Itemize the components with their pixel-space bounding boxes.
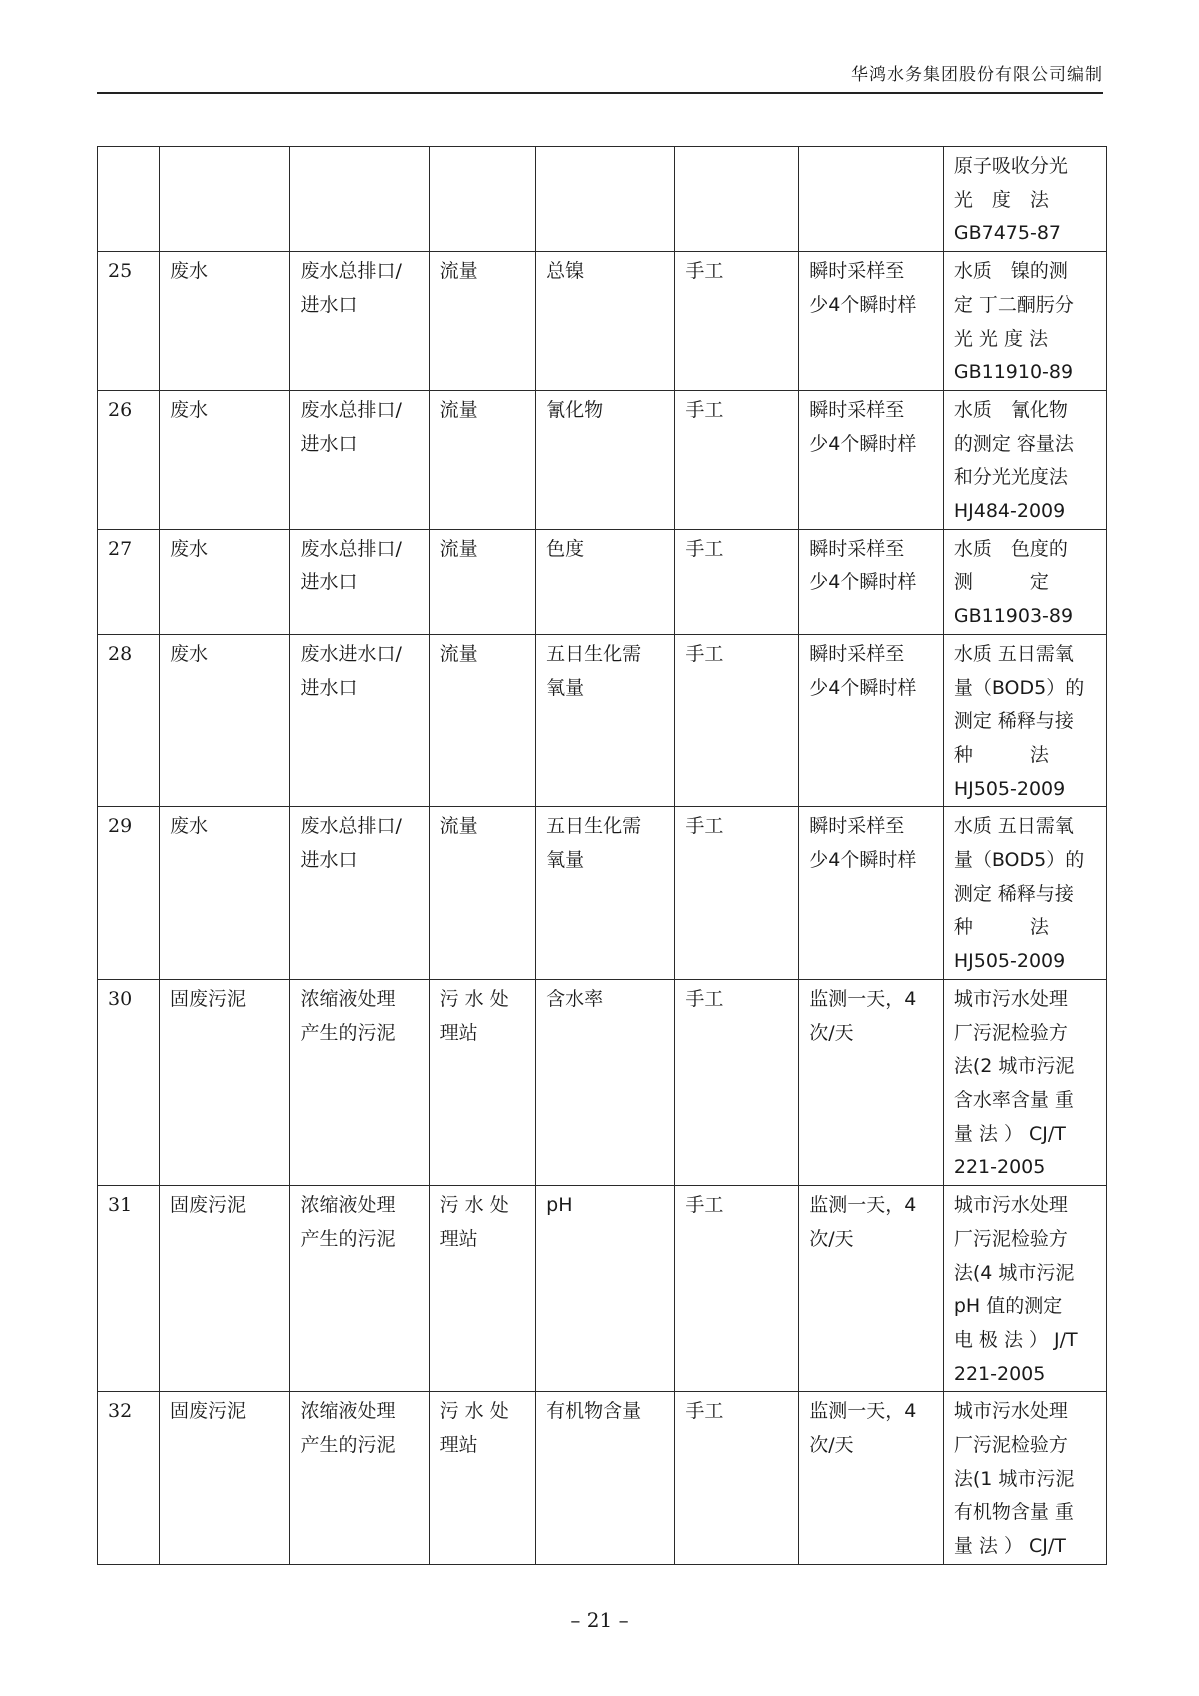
cell-sampling-method xyxy=(799,1392,944,1565)
cell-text-line: 厂污泥检验方 xyxy=(953,1227,1068,1250)
cell-analysis-method xyxy=(943,147,1106,252)
cell-text-line: 污 水 处 xyxy=(439,1194,509,1217)
cell-analysis-method xyxy=(943,390,1106,529)
cell-text-line: 进水口 xyxy=(300,676,358,699)
cell-text-line: 少4个瞬时样 xyxy=(809,849,917,872)
cell-pollutant-type xyxy=(159,252,289,391)
cell-text-line: 有机物含量 重 xyxy=(953,1501,1074,1524)
cell-text-line: 少4个瞬时样 xyxy=(809,293,917,316)
cell-text-line: 水质 色度的 xyxy=(953,537,1068,560)
cell-text-line: 量 法 ） CJ/T xyxy=(953,1535,1066,1558)
cell-pollutant-type xyxy=(159,1392,289,1565)
cell-pollutant-type xyxy=(159,634,289,807)
cell-pollutant-type xyxy=(159,147,289,252)
cell-monitoring-mode xyxy=(675,529,799,634)
cell-text-line: 产生的污泥 xyxy=(300,1227,396,1250)
cell-text-line: 理站 xyxy=(439,1227,478,1250)
cell-text-line: 废水总排口/ xyxy=(300,398,402,421)
cell-text-line: 氧量 xyxy=(546,849,585,872)
cell-text-line: 量 法 ） CJ/T xyxy=(953,1122,1066,1145)
cell-text-line: 25 xyxy=(108,260,133,283)
cell-text-line: GB11903-89 xyxy=(953,605,1074,628)
cell-text-line: 污 水 处 xyxy=(439,1400,509,1423)
cell-text-line: 流量 xyxy=(439,398,478,421)
cell-text-line: 理站 xyxy=(439,1021,478,1044)
cell-analysis-method xyxy=(943,634,1106,807)
cell-text-line: 少4个瞬时样 xyxy=(809,432,917,455)
cell-sampling-method xyxy=(799,807,944,980)
cell-sampling-method xyxy=(799,252,944,391)
cell-analysis-method xyxy=(943,979,1106,1185)
cell-text-line: 总镍 xyxy=(546,260,585,283)
table-row xyxy=(98,1392,1107,1565)
table-row xyxy=(98,252,1107,391)
header-org-name: 华鸿水务集团股份有限公司编制 xyxy=(851,65,1103,85)
cell-text-line: 种 法 xyxy=(953,743,1049,766)
cell-text-line: 30 xyxy=(108,987,133,1010)
cell-text-line: 法(1 城市污泥 xyxy=(953,1467,1075,1490)
cell-text-line: HJ505-2009 xyxy=(953,777,1066,800)
cell-monitoring-mode xyxy=(675,634,799,807)
cell-text-line: 水质 镍的测 xyxy=(953,260,1068,283)
cell-text-line: 测定 稀释与接 xyxy=(953,710,1074,733)
cell-text-line: 221-2005 xyxy=(953,1156,1046,1179)
cell-text-line: 含水率含量 重 xyxy=(953,1088,1074,1111)
cell-text-line: 手工 xyxy=(685,987,724,1010)
cell-monitoring-item xyxy=(536,529,675,634)
cell-text-line: 手工 xyxy=(685,815,724,838)
cell-text-line: 固废污泥 xyxy=(169,987,246,1010)
cell-flow xyxy=(429,807,536,980)
cell-text-line: 有机物含量 xyxy=(546,1400,642,1423)
cell-text-line: 固废污泥 xyxy=(169,1400,246,1423)
cell-text-line: HJ505-2009 xyxy=(953,950,1066,973)
cell-sampling-method xyxy=(799,390,944,529)
cell-flow xyxy=(429,529,536,634)
cell-flow xyxy=(429,979,536,1185)
cell-text-line: 种 法 xyxy=(953,916,1049,939)
cell-text-line: 量（BOD5）的 xyxy=(953,849,1085,872)
cell-monitoring-item xyxy=(536,252,675,391)
cell-flow xyxy=(429,1392,536,1565)
cell-text-line: 进水口 xyxy=(300,571,358,594)
cell-text-line: 瞬时采样至 xyxy=(809,815,905,838)
cell-text-line: 流量 xyxy=(439,537,478,560)
cell-text-line: 含水率 xyxy=(546,987,604,1010)
cell-text-line: 的测定 容量法 xyxy=(953,432,1074,455)
cell-row-number xyxy=(98,1186,160,1392)
cell-text-line: 法(2 城市污泥 xyxy=(953,1055,1075,1078)
cell-text-line: 手工 xyxy=(685,537,724,560)
cell-monitoring-mode xyxy=(675,807,799,980)
table-row xyxy=(98,634,1107,807)
cell-text-line: 测 定 xyxy=(953,571,1049,594)
cell-text-line: 27 xyxy=(108,537,133,560)
cell-text-line: 监测一天，4 xyxy=(809,1400,917,1423)
cell-text-line: 原子吸收分光 xyxy=(953,155,1068,177)
cell-monitoring-mode xyxy=(675,390,799,529)
cell-flow xyxy=(429,252,536,391)
cell-row-number xyxy=(98,634,160,807)
cell-monitoring-mode xyxy=(675,979,799,1185)
cell-text-line: 进水口 xyxy=(300,849,358,872)
cell-pollutant-type xyxy=(159,1186,289,1392)
cell-monitoring-mode xyxy=(675,147,799,252)
cell-text-line: 固废污泥 xyxy=(169,1194,246,1217)
cell-text-line: 五日生化需 xyxy=(546,815,642,838)
cell-text-line: 水质 氰化物 xyxy=(953,398,1068,421)
table-body xyxy=(98,147,1107,1565)
cell-text-line: 进水口 xyxy=(300,432,358,455)
cell-monitoring-item xyxy=(536,1392,675,1565)
cell-text-line: 废水总排口/ xyxy=(300,815,402,838)
cell-monitoring-item xyxy=(536,979,675,1185)
cell-monitoring-item xyxy=(536,1186,675,1392)
cell-analysis-method xyxy=(943,1392,1106,1565)
cell-monitoring-point xyxy=(290,979,429,1185)
cell-text-line: 和分光光度法 xyxy=(953,466,1068,489)
cell-monitoring-point xyxy=(290,634,429,807)
cell-text-line: 少4个瞬时样 xyxy=(809,676,917,699)
cell-text-line: pH 值的测定 xyxy=(953,1295,1063,1318)
cell-text-line: 废水总排口/ xyxy=(300,260,402,283)
table-row xyxy=(98,147,1107,252)
cell-flow xyxy=(429,1186,536,1392)
cell-text-line: 32 xyxy=(108,1400,133,1423)
table-row xyxy=(98,1186,1107,1392)
cell-row-number xyxy=(98,807,160,980)
cell-pollutant-type xyxy=(159,979,289,1185)
cell-text-line: pH xyxy=(546,1194,573,1217)
cell-monitoring-mode xyxy=(675,1392,799,1565)
cell-text-line: 次/天 xyxy=(809,1021,854,1044)
cell-text-line: 废水 xyxy=(169,642,208,665)
cell-text-line: 流量 xyxy=(439,642,478,665)
cell-row-number xyxy=(98,252,160,391)
cell-text-line: 废水 xyxy=(169,815,208,838)
cell-text-line: 水质 五日需氧 xyxy=(953,642,1074,665)
cell-sampling-method xyxy=(799,1186,944,1392)
cell-monitoring-mode xyxy=(675,252,799,391)
cell-sampling-method xyxy=(799,634,944,807)
cell-text-line: 废水进水口/ xyxy=(300,642,402,665)
cell-text-line: 水质 五日需氧 xyxy=(953,815,1074,838)
cell-text-line: 测定 稀释与接 xyxy=(953,882,1074,905)
cell-text-line: HJ484-2009 xyxy=(953,500,1066,523)
cell-row-number xyxy=(98,979,160,1185)
cell-pollutant-type xyxy=(159,529,289,634)
cell-text-line: 监测一天，4 xyxy=(809,987,917,1010)
cell-text-line: 手工 xyxy=(685,1400,724,1423)
cell-analysis-method xyxy=(943,252,1106,391)
cell-monitoring-point xyxy=(290,147,429,252)
monitoring-table xyxy=(97,146,1107,1565)
cell-text-line: 污 水 处 xyxy=(439,987,509,1010)
cell-text-line: 监测一天，4 xyxy=(809,1194,917,1217)
cell-text-line: 氧量 xyxy=(546,676,585,699)
cell-text-line: 光 度 法 xyxy=(953,188,1049,211)
cell-text-line: 瞬时采样至 xyxy=(809,642,905,665)
cell-text-line: 城市污水处理 xyxy=(953,1400,1068,1423)
cell-text-line: 产生的污泥 xyxy=(300,1434,396,1457)
cell-pollutant-type xyxy=(159,807,289,980)
cell-text-line: 少4个瞬时样 xyxy=(809,571,917,594)
cell-text-line: 26 xyxy=(108,398,133,421)
cell-text-line: 厂污泥检验方 xyxy=(953,1434,1068,1457)
cell-text-line: 法(4 城市污泥 xyxy=(953,1261,1075,1284)
cell-text-line: 浓缩液处理 xyxy=(300,1400,396,1423)
cell-text-line: 产生的污泥 xyxy=(300,1021,396,1044)
cell-monitoring-item xyxy=(536,390,675,529)
cell-text-line: 221-2005 xyxy=(953,1362,1046,1385)
cell-text-line: 流量 xyxy=(439,260,478,283)
cell-monitoring-point xyxy=(290,1186,429,1392)
table-row xyxy=(98,807,1107,980)
page-number: – 21 – xyxy=(570,1608,629,1632)
table-row xyxy=(98,979,1107,1185)
cell-row-number xyxy=(98,147,160,252)
cell-text-line: 手工 xyxy=(685,1194,724,1217)
cell-monitoring-point xyxy=(290,807,429,980)
cell-monitoring-point xyxy=(290,390,429,529)
cell-text-line: 手工 xyxy=(685,260,724,283)
cell-monitoring-item xyxy=(536,807,675,980)
cell-text-line: 废水 xyxy=(169,260,208,283)
cell-text-line: 手工 xyxy=(685,398,724,421)
cell-text-line: 进水口 xyxy=(300,293,358,316)
cell-flow xyxy=(429,147,536,252)
table-row xyxy=(98,529,1107,634)
cell-row-number xyxy=(98,390,160,529)
cell-text-line: 瞬时采样至 xyxy=(809,537,905,560)
cell-row-number xyxy=(98,1392,160,1565)
cell-text-line: 厂污泥检验方 xyxy=(953,1021,1068,1044)
cell-text-line: 次/天 xyxy=(809,1434,854,1457)
cell-monitoring-point xyxy=(290,529,429,634)
cell-text-line: 废水 xyxy=(169,398,208,421)
cell-text-line: 31 xyxy=(108,1194,133,1217)
cell-text-line: 色度 xyxy=(546,537,585,560)
cell-monitoring-item xyxy=(536,634,675,807)
cell-pollutant-type xyxy=(159,390,289,529)
cell-analysis-method xyxy=(943,807,1106,980)
cell-text-line: 电 极 法 ） J/T xyxy=(953,1328,1078,1351)
cell-text-line: GB7475-87 xyxy=(953,222,1062,245)
cell-monitoring-point xyxy=(290,252,429,391)
cell-analysis-method xyxy=(943,529,1106,634)
cell-sampling-method xyxy=(799,979,944,1185)
cell-flow xyxy=(429,634,536,807)
cell-flow xyxy=(429,390,536,529)
cell-text-line: 城市污水处理 xyxy=(953,1194,1068,1217)
cell-text-line: 量（BOD5）的 xyxy=(953,676,1085,699)
cell-analysis-method xyxy=(943,1186,1106,1392)
cell-text-line: 城市污水处理 xyxy=(953,987,1068,1010)
cell-text-line: 废水 xyxy=(169,537,208,560)
cell-text-line: 28 xyxy=(108,642,133,665)
cell-row-number xyxy=(98,529,160,634)
cell-sampling-method xyxy=(799,529,944,634)
cell-text-line: 瞬时采样至 xyxy=(809,398,905,421)
cell-text-line: 五日生化需 xyxy=(546,642,642,665)
cell-monitoring-point xyxy=(290,1392,429,1565)
cell-text-line: 29 xyxy=(108,815,133,838)
cell-text-line: 废水总排口/ xyxy=(300,537,402,560)
cell-text-line: 浓缩液处理 xyxy=(300,987,396,1010)
cell-sampling-method xyxy=(799,147,944,252)
cell-monitoring-item xyxy=(536,147,675,252)
cell-text-line: 定 丁二酮肟分 xyxy=(953,293,1074,316)
cell-text-line: 瞬时采样至 xyxy=(809,260,905,283)
cell-text-line: 次/天 xyxy=(809,1227,854,1250)
cell-text-line: 流量 xyxy=(439,815,478,838)
page-header xyxy=(97,64,1103,94)
table-row xyxy=(98,390,1107,529)
cell-text-line: 浓缩液处理 xyxy=(300,1194,396,1217)
cell-monitoring-mode xyxy=(675,1186,799,1392)
cell-text-line: 光 光 度 法 xyxy=(953,327,1048,350)
cell-text-line: 氰化物 xyxy=(546,398,604,421)
cell-text-line: 理站 xyxy=(439,1434,478,1457)
cell-text-line: GB11910-89 xyxy=(953,361,1074,384)
cell-text-line: 手工 xyxy=(685,642,724,665)
